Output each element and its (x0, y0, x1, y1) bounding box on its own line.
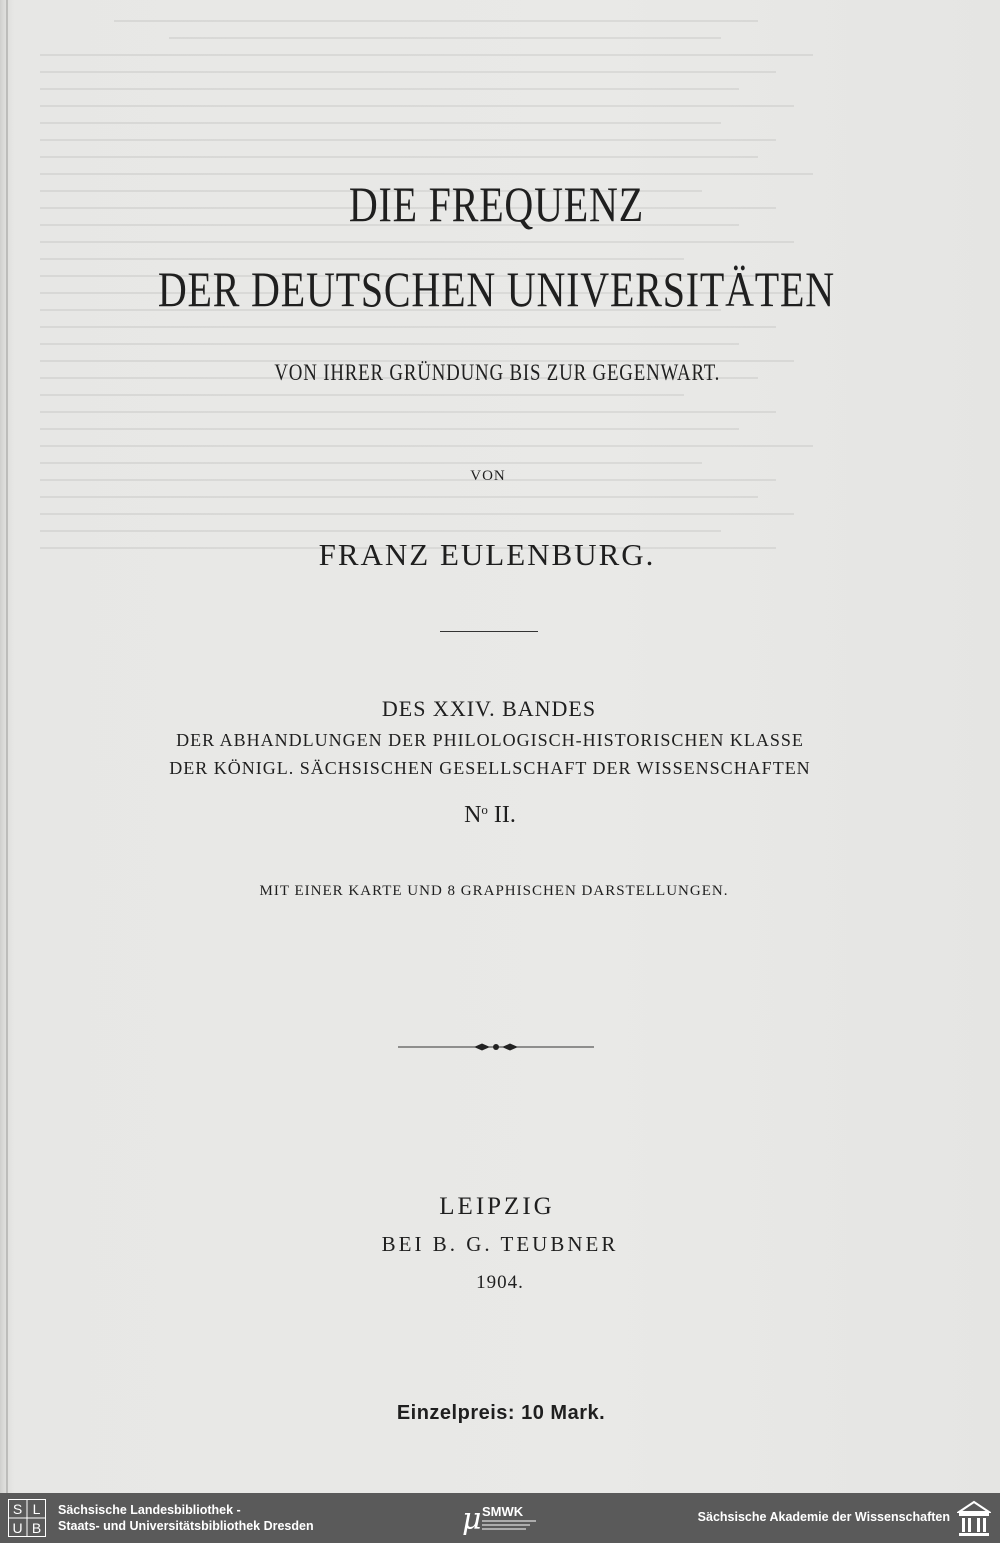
slub-logo-icon[interactable] (8, 1499, 46, 1537)
svg-text:B: B (31, 1520, 42, 1536)
academy-building-icon[interactable] (957, 1500, 991, 1536)
imprint-publisher: BEI B. G. TEUBNER (381, 1232, 619, 1256)
series-abhandlungen-line: DER ABHANDLUNGEN DER PHILOLOGISCH-HISTORISCHEN KLASSE (176, 730, 804, 750)
series-number-prefix: N (464, 802, 482, 828)
svg-text:SMWK: SMWK (482, 1504, 524, 1519)
divider-rule (440, 631, 538, 632)
library-name-line-1: Sächsische Landesbibliothek - (58, 1503, 241, 1517)
imprint-city: LEIPZIG (439, 1193, 555, 1220)
imprint-year: 1904. (476, 1272, 524, 1293)
series-volume-line: DES XXIV. BANDES (381, 696, 597, 721)
series-number-sup: o (481, 802, 488, 817)
library-name-line-2: Staats- und Universitätsbibliothek Dresden (58, 1519, 314, 1533)
title-line-2: DER DEUTSCHEN UNIVERSITÄTEN (157, 261, 835, 317)
academy-name[interactable]: Sächsische Akademie der Wissenschaften (697, 1510, 950, 1524)
footer-bar (0, 1493, 1000, 1543)
svg-text:L: L (32, 1501, 41, 1517)
author-name: FRANZ EULENBURG. (318, 537, 656, 572)
series-society-line: DER KÖNIGL. SÄCHSISCHEN GESELLSCHAFT DER WISSENSCHAFTEN (169, 758, 811, 778)
title-line-1: DIE FREQUENZ (348, 176, 644, 232)
svg-text:U: U (12, 1520, 23, 1536)
library-name[interactable] (58, 1502, 314, 1534)
series-number (0, 802, 990, 829)
smwk-logo-icon[interactable] (460, 1499, 544, 1537)
series-number-value: II. (487, 802, 516, 828)
svg-text:μ: μ (462, 1502, 482, 1537)
supplement-note: MIT EINER KARTE UND 8 GRAPHISCHEN DARSTELLUNGEN. (259, 883, 729, 899)
author-by-label: VON (470, 468, 506, 484)
subtitle: VON IHRER GRÜNDUNG BIS ZUR GEGENWART. (274, 360, 721, 385)
svg-text:S: S (12, 1501, 23, 1517)
price-line: Einzelpreis: 10 Mark. (396, 1402, 606, 1424)
ornament-divider (398, 1040, 594, 1054)
